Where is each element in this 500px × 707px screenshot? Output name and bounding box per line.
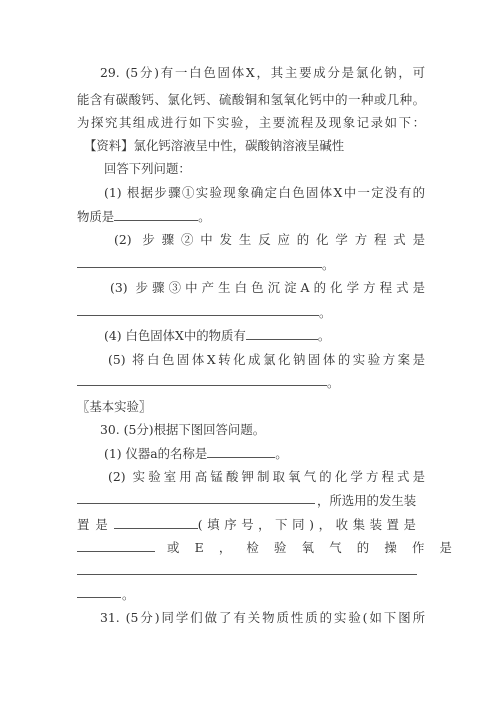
q29-info: 【资料】氯化钙溶液呈中性，碳酸钠溶液呈碱性 bbox=[84, 138, 345, 153]
q29-part-5-text: (5) 将白色固体X转化成氯化钠固体的实验方案是 bbox=[108, 352, 425, 367]
q30-part-1-text: (1) 仪器a的名称是 bbox=[104, 446, 208, 461]
q30-part-2-e: 或E，检验氧气的操作是 bbox=[167, 540, 468, 555]
q29-part-4-end: 。 bbox=[317, 328, 331, 343]
q30-part-2-equation-blank[interactable] bbox=[77, 503, 315, 504]
q30-part-2-line-4 bbox=[77, 538, 468, 558]
q29-part-1-blank[interactable] bbox=[114, 207, 198, 221]
q30-part-2-collect-blank[interactable] bbox=[77, 538, 155, 552]
q30-part-2-line-3 bbox=[77, 515, 425, 535]
q29-answer-prompt: 回答下列问题： bbox=[104, 161, 191, 176]
q31-header: 31. (5分)同学们做了有关物质性质的实验(如下图所 bbox=[100, 610, 425, 625]
q30-header: 30. (5分)根据下图回答问题。 bbox=[100, 422, 266, 437]
q30-part-2-apparatus-blank[interactable] bbox=[114, 515, 198, 529]
q30-part-2-check-blank-2[interactable] bbox=[77, 597, 121, 598]
section-heading: 〖基本实验〗 bbox=[77, 399, 152, 414]
q29-part-3-end: 。 bbox=[319, 305, 332, 320]
q29-part-4-line bbox=[104, 326, 425, 346]
q30-part-1-blank[interactable] bbox=[207, 444, 275, 458]
q30-part-2-text: (2) 实验室用高锰酸钾制取氧气的化学方程式是 bbox=[108, 469, 425, 484]
q29-line-3: 为探究其组成进行如下实验，主要流程及现象记录如下： bbox=[77, 115, 425, 130]
q30-part-1-line bbox=[104, 444, 452, 464]
q29-part-5-blank[interactable] bbox=[77, 385, 327, 386]
q29-part-4-text: (4) 白色固体X中的物质有 bbox=[104, 328, 246, 343]
q30-part-2-tail: ，所选用的发生装 bbox=[317, 493, 417, 508]
q29-header: 29. (5分)有一白色固体X，其主要成分是氯化钠，可 bbox=[100, 65, 425, 80]
q30-part-2-c: 置是 bbox=[77, 517, 114, 532]
q29-part-2-text: (2) 步骤②中发生反应的化学方程式是 bbox=[114, 232, 425, 247]
q29-part-1-label: 物质是 bbox=[77, 209, 115, 224]
q29-part-2-end: 。 bbox=[322, 257, 335, 272]
q29-part-1-answer-line bbox=[77, 207, 425, 227]
q30-part-2-d: (填序号，下同)，收集装置是 bbox=[197, 517, 421, 532]
q29-part-3-blank[interactable] bbox=[77, 315, 319, 316]
q30-part-2-check-blank-1[interactable] bbox=[77, 574, 417, 575]
q29-part-3-text: (3) 步骤③中产生白色沉淀A的化学方程式是 bbox=[110, 280, 425, 295]
q29-part-1-text: (1) 根据步骤①实验现象确定白色固体X中一定没有的 bbox=[104, 185, 425, 200]
q29-part-1-end: 。 bbox=[198, 209, 211, 224]
q29-line-2: 能含有碳酸钙、氯化钙、硫酸铜和氢氧化钙中的一种或几种。 bbox=[77, 92, 425, 107]
q30-part-2-end: 。 bbox=[122, 587, 135, 602]
q29-part-4-blank[interactable] bbox=[246, 326, 318, 340]
q30-part-1-end: 。 bbox=[275, 446, 288, 461]
q29-part-5-end: 。 bbox=[327, 375, 340, 390]
q29-part-2-blank[interactable] bbox=[77, 267, 322, 268]
